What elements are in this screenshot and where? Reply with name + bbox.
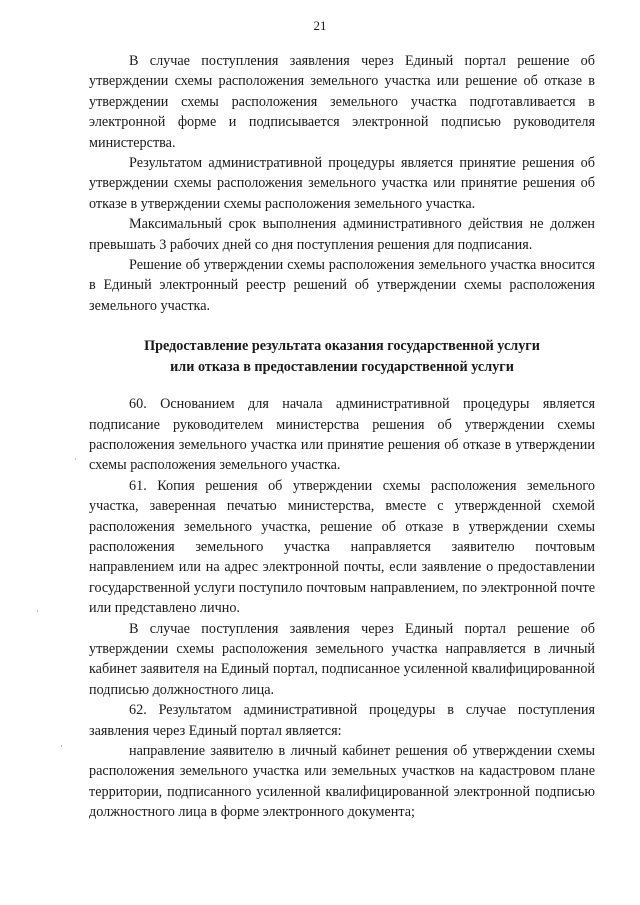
page-body	[89, 51, 595, 823]
paragraph-max-term: Максимальный срок выполнения административного действия не должен превышать 3 рабочих дней со дня поступления решения для подписания.	[89, 216, 595, 253]
paragraph-61: 61. Копия решения об утверждении схемы расположения земельного участка, заверенная печатью министерства, вместе с утвержденной схемой расположения земельного участка, решение об отказе в утверждении схемы расположения земельного участка направляется заявителю почтовым направлением или на адрес электронной почты, если заявление о предоставлении государственной услуги поступило почтовым направлением, по электронной почте или представлено лично.	[89, 477, 595, 617]
paragraph-62: 62. Результатом административной процедуры в случае поступления заявления через Единый портал является:	[89, 702, 595, 739]
section-heading-line-1: Предоставление результата оказания государственной услуги	[144, 338, 540, 355]
paragraph-60: 60. Основанием для начала административной процедуры является подписание руководителем министерства решения об утверждении схемы расположения земельного участка или принятие решения об отказе в утверждении схемы расположения земельного участка.	[89, 396, 595, 474]
scan-speck: ·	[60, 741, 63, 751]
section-heading-line-2: или отказа в предоставлении государственной услуги	[170, 358, 514, 375]
paragraph-registry-entry: Решение об утверждении схемы расположения земельного участка вносится в Единый электронный реестр решений об утверждении схемы расположения земельного участка.	[89, 257, 595, 314]
page-number: 21	[313, 18, 327, 33]
scan-speck: ·	[74, 454, 77, 464]
paragraph-procedure-result: Результатом административной процедуры является принятие решения об утверждении схемы расположения земельного участка или принятие решения об отказе в утверждении схемы расположения земельного участка.	[89, 155, 595, 212]
paragraph-portal-delivery: В случае поступления заявления через Единый портал решение об утверждении схемы расположения земельного участка направляется в личный кабинет заявителя на Единый портал, подписанное усиленной квалифицированной подписью должностного лица.	[89, 620, 595, 698]
scan-speck: ·	[36, 606, 39, 616]
section-gap	[89, 316, 595, 336]
section-heading	[89, 336, 595, 377]
section-gap	[89, 377, 595, 394]
paragraph-portal-signing: В случае поступления заявления через Единый портал решение об утверждении схемы расположения земельного участка или решение об отказе в утверждении схемы расположения земельного участка подготавливается в электронной форме и подписывается электронной подписью руководителя министерства.	[89, 53, 595, 151]
paragraph-62-item: направление заявителю в личный кабинет решения об утверждении схемы расположения земельного участка или земельных участков на кадастровом плане территории, подписанного усиленной квалифицированной электронной подписью должностного лица в форме электронного документа;	[89, 743, 595, 821]
